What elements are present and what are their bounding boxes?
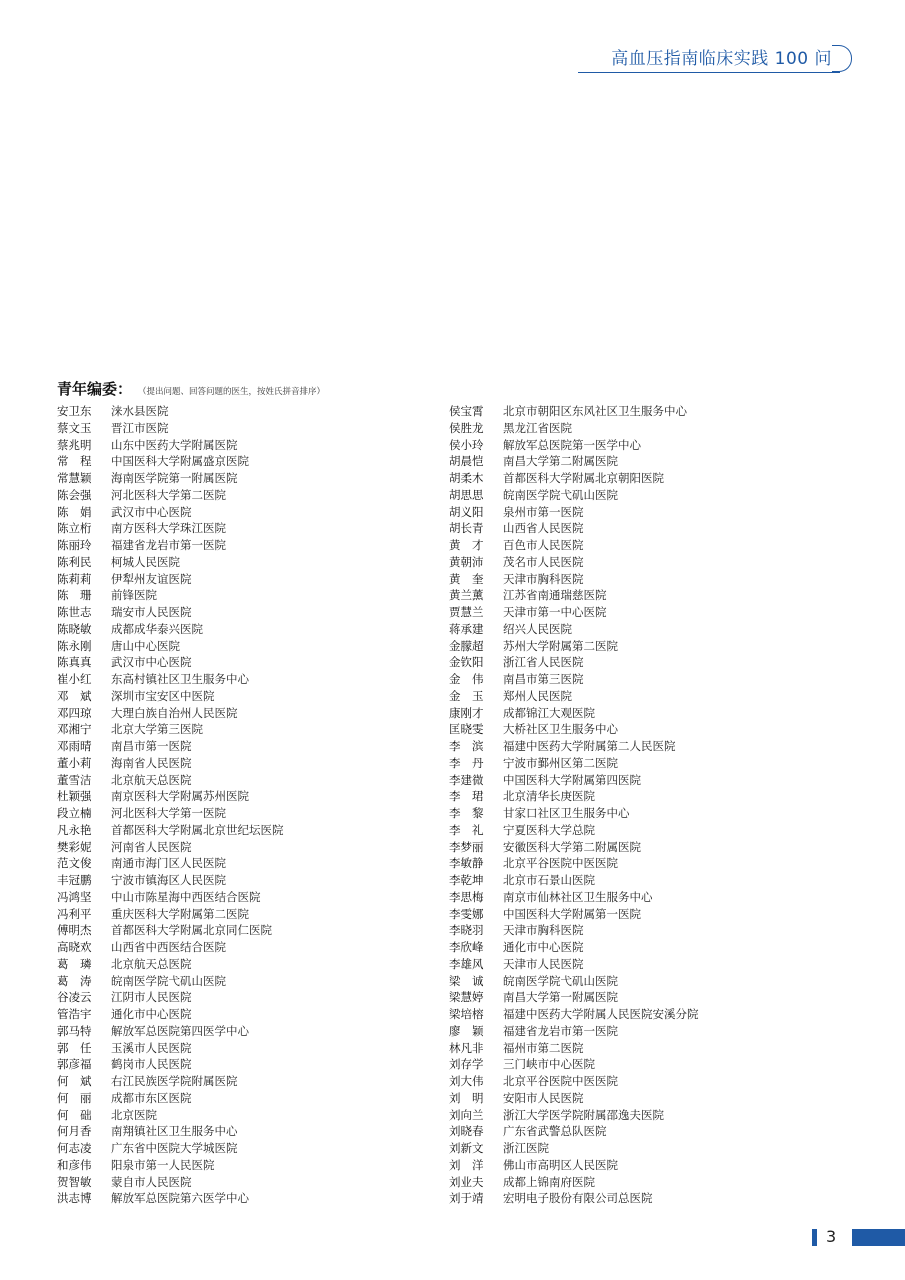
editor-institution: 南昌大学第二附属医院 xyxy=(503,454,618,469)
editor-institution: 茂名市人民医院 xyxy=(503,554,584,569)
editor-name: 常慧颖 xyxy=(57,471,92,485)
editor-entry xyxy=(449,755,699,772)
editor-entry xyxy=(449,537,699,554)
header-rule xyxy=(578,72,840,73)
editor-entry xyxy=(449,487,699,504)
section-note: （提出问题、回答问题的医生，按姓氏拼音排序） xyxy=(138,387,326,397)
editor-name: 陈 娟 xyxy=(57,504,92,519)
editor-name: 樊彩妮 xyxy=(57,839,92,854)
editor-institution: 玉溪市人民医院 xyxy=(111,1040,192,1055)
editor-institution: 山西省人民医院 xyxy=(503,521,584,536)
editor-entry xyxy=(449,738,699,755)
editor-name: 陈永刚 xyxy=(57,638,92,653)
editor-entry xyxy=(449,805,699,822)
editor-institution: 皖南医学院弋矶山医院 xyxy=(503,487,618,502)
editor-institution: 泉州市第一医院 xyxy=(503,504,584,519)
editor-institution: 成都成华泰兴医院 xyxy=(111,621,203,636)
editor-institution: 广东省武警总队医院 xyxy=(503,1124,607,1139)
editor-name: 邓 斌 xyxy=(57,688,92,703)
editor-entry xyxy=(57,1073,284,1090)
editor-institution: 武汉市中心医院 xyxy=(111,655,192,670)
editor-name: 冯利平 xyxy=(57,906,92,921)
editor-name: 安卫东 xyxy=(57,404,92,418)
editor-entry xyxy=(57,1190,284,1207)
editor-institution: 通化市中心医院 xyxy=(503,940,584,954)
editor-name: 何 斌 xyxy=(57,1074,92,1088)
header-bracket-decoration xyxy=(832,45,852,72)
editor-entry xyxy=(57,1090,284,1107)
editor-name: 陈立桁 xyxy=(57,521,92,536)
editor-institution: 北京平谷医院中医医院 xyxy=(503,856,618,871)
editor-institution: 南京医科大学附属苏州医院 xyxy=(111,789,249,804)
editor-name: 梁慧婷 xyxy=(449,990,484,1005)
editor-name: 李建微 xyxy=(449,772,484,787)
page-number: 3 xyxy=(826,1227,837,1246)
editor-entry xyxy=(449,1006,699,1023)
editor-name: 李思梅 xyxy=(449,889,484,904)
editor-entry xyxy=(57,1107,284,1124)
editor-name: 李 礼 xyxy=(449,822,484,837)
editor-institution: 中国医科大学附属第四医院 xyxy=(503,772,641,787)
editor-institution: 南方医科大学珠江医院 xyxy=(111,521,226,536)
editor-institution: 中国医科大学附属第一医院 xyxy=(503,906,641,921)
editor-entry xyxy=(449,1123,699,1140)
editor-institution: 大桥社区卫生服务中心 xyxy=(503,722,618,737)
editor-entry xyxy=(449,889,699,906)
editor-name: 胡思思 xyxy=(449,487,484,502)
editor-institution: 解放军总医院第四医学中心 xyxy=(111,1023,249,1038)
editor-list-right xyxy=(449,403,699,1207)
editor-name: 陈 珊 xyxy=(57,588,92,603)
editor-entry xyxy=(57,571,284,588)
editor-name: 金 玉 xyxy=(449,688,484,703)
editor-entry xyxy=(57,437,284,454)
editor-institution: 河北医科大学第一医院 xyxy=(111,806,226,820)
editor-institution: 福建中医药大学附属第二人民医院 xyxy=(503,739,676,753)
editor-name: 何月香 xyxy=(57,1124,92,1139)
editor-entry xyxy=(57,788,284,805)
editor-entry xyxy=(449,554,699,571)
editor-name: 范文俊 xyxy=(57,856,92,871)
editor-entry xyxy=(57,1123,284,1140)
editor-entry xyxy=(57,889,284,906)
editor-name: 何志凌 xyxy=(57,1141,92,1155)
editor-name: 邓湘宁 xyxy=(57,722,92,737)
editor-institution: 南通市海门区人民医院 xyxy=(111,856,226,871)
editor-name: 贾慧兰 xyxy=(449,605,484,619)
editor-entry xyxy=(57,906,284,923)
editor-institution: 唐山中心医院 xyxy=(111,638,180,653)
editor-name: 黄 才 xyxy=(449,538,484,552)
editor-name: 陈会强 xyxy=(57,487,92,502)
editor-name: 和彦伟 xyxy=(57,1157,92,1172)
editor-name: 李乾坤 xyxy=(449,873,484,887)
editor-entry xyxy=(57,1056,284,1073)
editor-institution: 福建省龙岩市第一医院 xyxy=(111,538,226,552)
editor-institution: 武汉市中心医院 xyxy=(111,504,192,519)
editor-name: 邓雨晴 xyxy=(57,739,92,753)
editor-entry xyxy=(449,721,699,738)
editor-institution: 天津市胸科医院 xyxy=(503,571,584,586)
editor-entry xyxy=(449,504,699,521)
section-heading xyxy=(57,378,325,399)
editor-entry xyxy=(449,1090,699,1107)
editor-name: 刘晓春 xyxy=(449,1124,484,1139)
editor-institution: 大理白族自治州人民医院 xyxy=(111,705,238,720)
editor-institution: 天津市胸科医院 xyxy=(503,923,584,938)
page-number-marker xyxy=(812,1229,817,1246)
editor-institution: 北京市石景山医院 xyxy=(503,873,595,887)
editor-entry xyxy=(57,554,284,571)
editor-institution: 中国医科大学附属盛京医院 xyxy=(111,454,249,469)
editor-institution: 北京医院 xyxy=(111,1107,157,1122)
editor-name: 康刚才 xyxy=(449,705,484,720)
editor-name: 杜颖强 xyxy=(57,789,92,804)
editor-entry xyxy=(57,721,284,738)
editor-entry xyxy=(57,1023,284,1040)
editor-institution: 江苏省南通瑞慈医院 xyxy=(503,588,607,603)
editor-name: 廖 颖 xyxy=(449,1023,484,1038)
editor-institution: 成都市东区医院 xyxy=(111,1090,192,1105)
editor-entry xyxy=(57,587,284,604)
editor-entry xyxy=(449,1056,699,1073)
editor-name: 蔡兆明 xyxy=(57,437,92,452)
editor-name: 贺智敏 xyxy=(57,1174,92,1189)
editor-name: 何 丽 xyxy=(57,1090,92,1105)
editor-name: 陈世志 xyxy=(57,605,92,619)
editor-entry xyxy=(57,1157,284,1174)
editor-name: 侯小玲 xyxy=(449,437,484,452)
editor-name: 李雄风 xyxy=(449,956,484,971)
editor-institution: 解放军总医院第六医学中心 xyxy=(111,1191,249,1206)
editor-name: 傅明杰 xyxy=(57,923,92,938)
editor-institution: 首都医科大学附属北京朝阳医院 xyxy=(503,471,664,485)
editor-name: 董雪洁 xyxy=(57,772,92,787)
editor-institution: 海南医学院第一附属医院 xyxy=(111,471,238,485)
editor-entry xyxy=(57,520,284,537)
editor-institution: 北京航天总医院 xyxy=(111,772,192,787)
editor-institution: 南翔镇社区卫生服务中心 xyxy=(111,1124,238,1139)
editor-name: 刘 明 xyxy=(449,1090,484,1105)
editor-entry xyxy=(57,855,284,872)
editor-name: 高晓欢 xyxy=(57,940,92,954)
editor-entry xyxy=(449,470,699,487)
editor-name: 梁培榕 xyxy=(449,1007,484,1021)
editor-name: 胡义阳 xyxy=(449,504,484,519)
editor-institution: 伊犁州友谊医院 xyxy=(111,571,192,586)
editor-name: 匡晓雯 xyxy=(449,722,484,737)
editor-name: 金钦阳 xyxy=(449,655,484,670)
editor-entry xyxy=(449,1190,699,1207)
editor-name: 陈利民 xyxy=(57,554,92,569)
editor-name: 陈莉莉 xyxy=(57,571,92,586)
editor-name: 李 黎 xyxy=(449,806,484,820)
editor-entry xyxy=(449,973,699,990)
editor-entry xyxy=(57,470,284,487)
editor-entry xyxy=(449,437,699,454)
editor-entry xyxy=(57,654,284,671)
editor-name: 常 程 xyxy=(57,454,92,469)
editor-institution: 百色市人民医院 xyxy=(503,538,584,552)
editor-entry xyxy=(449,1040,699,1057)
editor-institution: 福建中医药大学附属人民医院安溪分院 xyxy=(503,1007,699,1021)
editor-name: 凡永艳 xyxy=(57,822,92,837)
editor-institution: 成都锦江大观医院 xyxy=(503,705,595,720)
editor-name: 李 丹 xyxy=(449,755,484,770)
editor-entry xyxy=(57,604,284,621)
editor-institution: 深圳市宝安区中医院 xyxy=(111,688,215,703)
editor-entry xyxy=(57,822,284,839)
editor-entry xyxy=(57,772,284,789)
editor-name: 刘 洋 xyxy=(449,1157,484,1172)
editor-entry xyxy=(57,805,284,822)
editor-institution: 山西省中西医结合医院 xyxy=(111,940,226,954)
editor-name: 李欣峰 xyxy=(449,940,484,954)
editor-name: 胡柔木 xyxy=(449,471,484,485)
editor-entry xyxy=(449,1174,699,1191)
editor-name: 金朦超 xyxy=(449,638,484,653)
editor-entry xyxy=(57,738,284,755)
editor-name: 段立楠 xyxy=(57,806,92,820)
editor-name: 侯胜龙 xyxy=(449,420,484,435)
editor-entry xyxy=(57,1140,284,1157)
editor-institution: 中山市陈星海中西医结合医院 xyxy=(111,889,261,904)
editor-entry xyxy=(449,654,699,671)
editor-entry xyxy=(57,922,284,939)
editor-institution: 皖南医学院弋矶山医院 xyxy=(111,973,226,988)
editor-entry xyxy=(57,956,284,973)
editor-entry xyxy=(57,939,284,956)
editor-name: 谷凌云 xyxy=(57,990,92,1005)
editor-entry xyxy=(57,872,284,889)
editor-name: 丰冠鹏 xyxy=(57,873,92,887)
editor-entry xyxy=(449,906,699,923)
editor-entry xyxy=(449,1073,699,1090)
editor-entry xyxy=(449,1023,699,1040)
editor-name: 陈真真 xyxy=(57,655,92,670)
editor-name: 何 础 xyxy=(57,1107,92,1122)
editor-institution: 浙江大学医学院附属邵逸夫医院 xyxy=(503,1107,664,1122)
editor-institution: 南昌市第三医院 xyxy=(503,672,584,686)
editor-entry xyxy=(57,420,284,437)
editor-entry xyxy=(449,453,699,470)
editor-institution: 河北医科大学第二医院 xyxy=(111,487,226,502)
editor-institution: 安徽医科大学第二附属医院 xyxy=(503,839,641,854)
editor-institution: 南昌大学第一附属医院 xyxy=(503,990,618,1005)
editor-institution: 南京市仙林社区卫生服务中心 xyxy=(503,889,653,904)
editor-entry xyxy=(57,989,284,1006)
editor-institution: 柯城人民医院 xyxy=(111,554,180,569)
editor-institution: 通化市中心医院 xyxy=(111,1007,192,1021)
editor-institution: 涞水县医院 xyxy=(111,404,169,418)
editor-institution: 广东省中医院大学城医院 xyxy=(111,1141,238,1155)
editor-name: 黄 奎 xyxy=(449,571,484,586)
editor-entry xyxy=(57,638,284,655)
editor-institution: 江阴市人民医院 xyxy=(111,990,192,1005)
editor-institution: 首都医科大学附属北京同仁医院 xyxy=(111,923,272,938)
editor-institution: 苏州大学附属第二医院 xyxy=(503,638,618,653)
editor-name: 冯鸿坚 xyxy=(57,889,92,904)
editor-entry xyxy=(57,403,284,420)
editor-name: 郭彦福 xyxy=(57,1057,92,1072)
editor-institution: 右江民族医学院附属医院 xyxy=(111,1074,238,1088)
editor-name: 李雯娜 xyxy=(449,906,484,921)
editor-institution: 前锋医院 xyxy=(111,588,157,603)
editor-entry xyxy=(449,822,699,839)
editor-institution: 黑龙江省医院 xyxy=(503,420,572,435)
editor-entry xyxy=(449,1157,699,1174)
editor-name: 刘存学 xyxy=(449,1057,484,1072)
running-header-title: 高血压指南临床实践 100 问 xyxy=(611,49,832,69)
editor-institution: 晋江市医院 xyxy=(111,420,169,435)
editor-name: 刘向兰 xyxy=(449,1107,484,1122)
editor-institution: 山东中医药大学附属医院 xyxy=(111,437,238,452)
editor-institution: 宁波市镇海区人民医院 xyxy=(111,873,226,887)
editor-entry xyxy=(449,922,699,939)
editor-institution: 宁夏医科大学总院 xyxy=(503,822,595,837)
editor-name: 洪志博 xyxy=(57,1191,92,1206)
editor-institution: 天津市人民医院 xyxy=(503,956,584,971)
editor-entry xyxy=(57,688,284,705)
editor-entry xyxy=(449,587,699,604)
editor-institution: 浙江省人民医院 xyxy=(503,655,584,670)
editor-entry xyxy=(57,453,284,470)
editor-name: 邓四琼 xyxy=(57,705,92,720)
editor-institution: 天津市第一中心医院 xyxy=(503,605,607,619)
editor-name: 李敏静 xyxy=(449,856,484,871)
editor-entry xyxy=(57,839,284,856)
editor-entry xyxy=(449,872,699,889)
editor-name: 葛 璘 xyxy=(57,956,92,971)
editor-entry xyxy=(449,1140,699,1157)
editor-institution: 东高村镇社区卫生服务中心 xyxy=(111,672,249,686)
editor-name: 管浩宇 xyxy=(57,1007,92,1021)
editor-name: 李 珺 xyxy=(449,789,484,804)
editor-name: 李梦丽 xyxy=(449,839,484,854)
editor-name: 刘业夫 xyxy=(449,1174,484,1189)
editor-name: 林凡非 xyxy=(449,1040,484,1055)
editor-institution: 成都上锦南府医院 xyxy=(503,1174,595,1189)
editor-entry xyxy=(57,621,284,638)
editor-entry xyxy=(449,621,699,638)
editor-name: 黄朝沛 xyxy=(449,554,484,569)
editor-institution: 福州市第二医院 xyxy=(503,1040,584,1055)
editor-name: 李 滨 xyxy=(449,739,484,753)
editor-institution: 河南省人民医院 xyxy=(111,839,192,854)
editor-entry xyxy=(57,705,284,722)
editor-institution: 北京市朝阳区东风社区卫生服务中心 xyxy=(503,404,687,418)
editor-entry xyxy=(449,855,699,872)
editor-entry xyxy=(449,403,699,420)
editor-entry xyxy=(57,1174,284,1191)
editor-name: 董小莉 xyxy=(57,755,92,770)
editor-institution: 福建省龙岩市第一医院 xyxy=(503,1023,618,1038)
editor-name: 葛 涛 xyxy=(57,973,92,988)
editor-institution: 解放军总医院第一医学中心 xyxy=(503,437,641,452)
editor-institution: 鹤岗市人民医院 xyxy=(111,1057,192,1072)
editor-institution: 宁波市鄞州区第二医院 xyxy=(503,755,618,770)
editor-entry xyxy=(57,1006,284,1023)
editor-entry xyxy=(449,638,699,655)
editor-institution: 南昌市第一医院 xyxy=(111,739,192,753)
editor-institution: 佛山市高明区人民医院 xyxy=(503,1157,618,1172)
editor-entry xyxy=(57,504,284,521)
editor-entry xyxy=(449,956,699,973)
editor-entry xyxy=(449,939,699,956)
editor-name: 刘新文 xyxy=(449,1141,484,1155)
editor-name: 刘大伟 xyxy=(449,1074,484,1088)
editor-name: 黄兰薰 xyxy=(449,588,484,603)
editor-institution: 首都医科大学附属北京世纪坛医院 xyxy=(111,822,284,837)
editor-entry xyxy=(57,973,284,990)
editor-entry xyxy=(57,755,284,772)
editor-name: 刘于靖 xyxy=(449,1191,484,1206)
editor-entry xyxy=(449,571,699,588)
editor-entry xyxy=(57,537,284,554)
editor-institution: 甘家口社区卫生服务中心 xyxy=(503,806,630,820)
editor-institution: 海南省人民医院 xyxy=(111,755,192,770)
editor-institution: 北京平谷医院中医医院 xyxy=(503,1074,618,1088)
editor-entry xyxy=(57,487,284,504)
editor-entry xyxy=(449,520,699,537)
editor-name: 蒋承建 xyxy=(449,621,484,636)
editor-name: 陈丽玲 xyxy=(57,538,92,552)
editor-institution: 北京清华长庚医院 xyxy=(503,789,595,804)
editor-institution: 皖南医学院弋矶山医院 xyxy=(503,973,618,988)
editor-institution: 宏明电子股份有限公司总医院 xyxy=(503,1191,653,1206)
editor-institution: 安阳市人民医院 xyxy=(503,1090,584,1105)
editor-institution: 阳泉市第一人民医院 xyxy=(111,1157,215,1172)
page-footer-bar xyxy=(852,1229,905,1246)
editor-entry xyxy=(449,772,699,789)
editor-entry xyxy=(57,671,284,688)
editor-name: 胡晨恺 xyxy=(449,454,484,469)
editor-institution: 重庆医科大学附属第二医院 xyxy=(111,906,249,921)
editor-entry xyxy=(449,1107,699,1124)
editor-name: 蔡文玉 xyxy=(57,420,92,435)
editor-name: 金 伟 xyxy=(449,672,484,686)
editor-entry xyxy=(449,788,699,805)
editor-institution: 绍兴人民医院 xyxy=(503,621,572,636)
editor-name: 郭 任 xyxy=(57,1040,92,1055)
editor-entry xyxy=(449,705,699,722)
editor-entry xyxy=(449,839,699,856)
editor-name: 梁 诚 xyxy=(449,973,484,988)
editor-entry xyxy=(449,671,699,688)
section-title: 青年编委： xyxy=(57,380,133,398)
editor-list-left xyxy=(57,403,284,1207)
editor-entry xyxy=(449,604,699,621)
editor-entry xyxy=(449,420,699,437)
editor-institution: 蒙自市人民医院 xyxy=(111,1174,192,1189)
editor-name: 郭马特 xyxy=(57,1023,92,1038)
editor-name: 李晓羽 xyxy=(449,923,484,938)
editor-name: 陈晓敏 xyxy=(57,621,92,636)
editor-name: 崔小红 xyxy=(57,672,92,686)
editor-entry xyxy=(449,688,699,705)
editor-institution: 郑州人民医院 xyxy=(503,688,572,703)
editor-entry xyxy=(449,989,699,1006)
editor-institution: 瑞安市人民医院 xyxy=(111,605,192,619)
editor-institution: 北京大学第三医院 xyxy=(111,722,203,737)
editor-name: 胡长青 xyxy=(449,521,484,536)
editor-institution: 浙江医院 xyxy=(503,1141,549,1155)
editor-institution: 北京航天总医院 xyxy=(111,956,192,971)
editor-entry xyxy=(57,1040,284,1057)
editor-institution: 三门峡市中心医院 xyxy=(503,1057,595,1072)
editor-name: 侯宝霄 xyxy=(449,404,484,418)
